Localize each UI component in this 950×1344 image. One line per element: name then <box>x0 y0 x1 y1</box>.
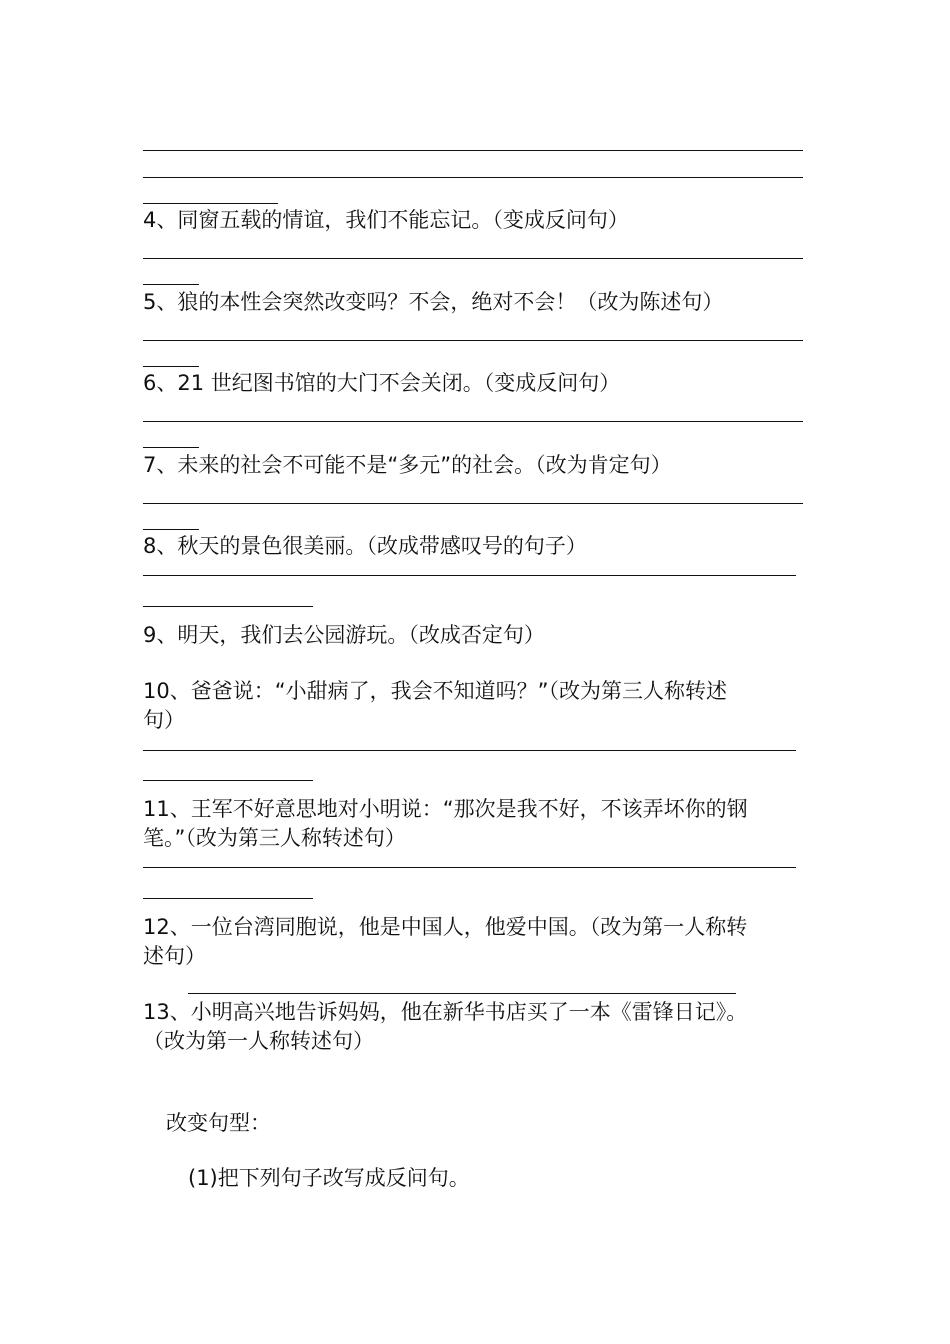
answer-line <box>143 258 803 259</box>
question-10-line2: 句） <box>143 708 185 732</box>
question-12-line1: 12、一位台湾同胞说，他是中国人，他爱中国。（改为第一人称转 <box>143 915 748 939</box>
question-6: 6、21 世纪图书馆的大门不会关闭。（变成反问句） <box>143 371 621 395</box>
subsection-title: (1)把下列句子改写成反问句。 <box>188 1166 470 1190</box>
question-7: 7、未来的社会不可能不是“多元”的社会。（改为肯定句） <box>143 453 672 477</box>
question-13-line1: 13、小明高兴地告诉妈妈，他在新华书店买了一本《雷锋日记》。 <box>143 1000 748 1024</box>
answer-line <box>143 575 796 576</box>
answer-line <box>143 780 313 781</box>
answer-line <box>143 177 803 178</box>
question-12-line2: 述句） <box>143 944 206 968</box>
answer-line <box>143 503 803 504</box>
section-title: 改变句型： <box>166 1111 271 1135</box>
answer-line <box>143 421 803 422</box>
answer-line <box>143 867 796 868</box>
answer-line <box>143 447 199 448</box>
question-5: 5、狼的本性会突然改变吗？不会，绝对不会！（改为陈述句） <box>143 290 724 314</box>
question-9: 9、明天，我们去公园游玩。（改成否定句） <box>143 623 545 647</box>
answer-line <box>143 340 803 341</box>
answer-line <box>143 606 313 607</box>
question-11-line2: 笔。”（改为第三人称转述句） <box>143 826 406 850</box>
question-10-line1: 10、爸爸说：“小甜病了，我会不知道吗？”（改为第三人称转述 <box>143 679 727 703</box>
answer-line <box>143 150 803 151</box>
answer-line <box>143 284 199 285</box>
answer-line <box>143 750 796 751</box>
question-13-line2: （改为第一人称转述句） <box>143 1029 374 1053</box>
answer-line <box>143 898 313 899</box>
answer-line <box>143 529 199 530</box>
question-4: 4、同窗五载的情谊，我们不能忘记。（变成反问句） <box>143 208 629 232</box>
answer-line <box>188 993 736 994</box>
answer-line <box>143 203 278 204</box>
question-8: 8、秋天的景色很美丽。（改成带感叹号的句子） <box>143 534 587 558</box>
answer-line <box>143 366 199 367</box>
question-11-line1: 11、王军不好意思地对小明说：“那次是我不好，不该弄坏你的钢 <box>143 797 748 821</box>
